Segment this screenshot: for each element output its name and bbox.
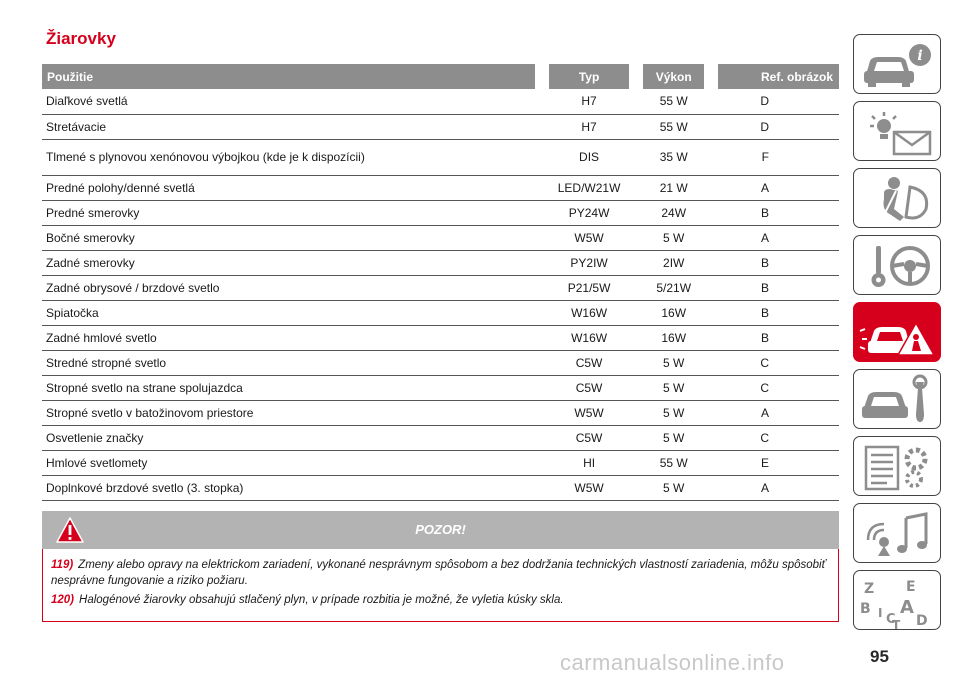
cell-ref: D [711,114,839,139]
cell-ref: A [711,475,839,500]
cell-ref: B [711,250,839,275]
cell-ref: D [711,89,839,114]
header-power: Výkon [636,64,711,89]
index-letter: Z [864,581,875,597]
cell-ref: B [711,325,839,350]
table-row [42,450,839,475]
cell-ref: A [711,175,839,200]
cell-ref: A [711,400,839,425]
tab-dashboard[interactable] [853,101,941,161]
cell-power: 5 W [636,375,711,400]
index-letter: A [900,597,914,618]
svg-text:i: i [917,48,923,64]
tab-emergency[interactable] [853,302,941,362]
index-letters-icon [854,571,942,631]
cell-power: 5 W [636,350,711,375]
cell-usage: Tlmené s plynovou xenónovou výbojkou (kde je k dispozícii) [42,139,542,175]
bulb-table [42,64,839,501]
cell-ref: C [711,425,839,450]
cell-ref: E [711,450,839,475]
cell-ref: C [711,375,839,400]
cell-power: 16W [636,325,711,350]
note-text: Zmeny alebo opravy na elektrickom zariadení, vykonané nesprávnym spôsobom a bez dodržania technických vlastností zariadenia, môžu spôsobiť nesprávne fungovanie a riziko požiaru. [51,559,826,587]
table-row [42,175,839,200]
tab-starting-driving[interactable] [853,235,941,295]
watermark: carmanualsonline.info [560,650,785,675]
note-number: 119) [51,559,74,571]
tab-index[interactable] [853,570,941,630]
cell-ref: F [711,139,839,175]
cell-usage: Bočné smerovky [42,225,542,250]
warning-note [51,592,830,608]
cell-usage: Stretávacie [42,114,542,139]
warning-note [51,557,830,589]
cell-type: W5W [542,475,636,500]
index-letter: B [860,601,871,617]
table-row [42,475,839,500]
table-row [42,400,839,425]
cell-ref: A [711,225,839,250]
cell-usage: Zadné smerovky [42,250,542,275]
cell-type: H7 [542,89,636,114]
note-text: Halogénové žiarovky obsahujú stlačený plyn, v prípade rozbitia je možné, že vyletia kúsky skla. [79,594,564,606]
cell-power: 35 W [636,139,711,175]
cell-type: W5W [542,400,636,425]
page-number: 95 [870,647,889,666]
warning-body [42,549,839,622]
cell-type: LED/W21W [542,175,636,200]
cell-power: 55 W [636,450,711,475]
cell-power: 5 W [636,400,711,425]
cell-ref: B [711,275,839,300]
table-row [42,89,839,114]
cell-usage: Zadné obrysové / brzdové svetlo [42,275,542,300]
table-row [42,139,839,175]
table-row [42,425,839,450]
cell-type: PY2IW [542,250,636,275]
tab-car-info[interactable] [853,34,941,94]
cell-usage: Stropné svetlo v batožinovom priestore [42,400,542,425]
cell-usage: Spiatočka [42,300,542,325]
tab-technical-data[interactable] [853,436,941,496]
cell-ref: B [711,200,839,225]
seat-safety-icon [854,169,942,229]
cell-usage: Stropné svetlo na strane spolujazdca [42,375,542,400]
cell-power: 55 W [636,89,711,114]
cell-type: C5W [542,425,636,450]
cell-type: H7 [542,114,636,139]
warning-box [42,511,839,622]
cell-usage: Hmlové svetlomety [42,450,542,475]
tab-multimedia[interactable] [853,503,941,563]
cell-type: W16W [542,325,636,350]
index-letter: E [906,579,916,595]
cell-type: DIS [542,139,636,175]
cell-power: 5 W [636,225,711,250]
cell-usage: Predné smerovky [42,200,542,225]
index-letter: D [916,613,928,629]
table-row [42,350,839,375]
cell-usage: Doplnkové brzdové svetlo (3. stopka) [42,475,542,500]
cell-type: C5W [542,375,636,400]
cell-type: P21/5W [542,275,636,300]
cell-usage: Osvetlenie značky [42,425,542,450]
car-emergency-icon [854,303,942,363]
car-info-icon [854,35,942,95]
cell-power: 5 W [636,475,711,500]
cell-type: C5W [542,350,636,375]
table-header-row [42,64,839,89]
key-steering-wheel-icon [854,236,942,296]
cell-ref: B [711,300,839,325]
cell-usage: Predné polohy/denné svetlá [42,175,542,200]
table-row [42,250,839,275]
header-ref-figure: Ref. obrázok [711,64,839,89]
cell-power: 5/21W [636,275,711,300]
index-letter: I [878,606,883,620]
header-type: Typ [542,64,636,89]
cell-type: HI [542,450,636,475]
tab-safety[interactable] [853,168,941,228]
table-row [42,300,839,325]
page-title: Žiarovky [46,29,116,48]
note-number: 120) [51,594,75,606]
table-row [42,325,839,350]
index-letter: T [892,618,901,631]
cell-usage: Stredné stropné svetlo [42,350,542,375]
warning-header [42,511,839,549]
warning-title: POZOR! [415,522,466,537]
table-row [42,114,839,139]
car-maintenance-icon [854,370,942,430]
table-row [42,375,839,400]
cell-type: W16W [542,300,636,325]
cell-power: 2IW [636,250,711,275]
dashboard-lights-mail-icon [854,102,942,162]
multimedia-icon [854,504,942,564]
index-letter: C [886,612,896,627]
cell-power: 24W [636,200,711,225]
tab-maintenance[interactable] [853,369,941,429]
cell-power: 5 W [636,425,711,450]
cell-power: 55 W [636,114,711,139]
cell-usage: Diaľkové svetlá [42,89,542,114]
cell-type: W5W [542,225,636,250]
table-row [42,275,839,300]
cell-usage: Zadné hmlové svetlo [42,325,542,350]
header-usage: Použitie [42,64,542,89]
cell-ref: C [711,350,839,375]
cell-type: PY24W [542,200,636,225]
technical-data-icon [854,437,942,497]
table-row [42,200,839,225]
table-row [42,225,839,250]
cell-power: 21 W [636,175,711,200]
cell-power: 16W [636,300,711,325]
